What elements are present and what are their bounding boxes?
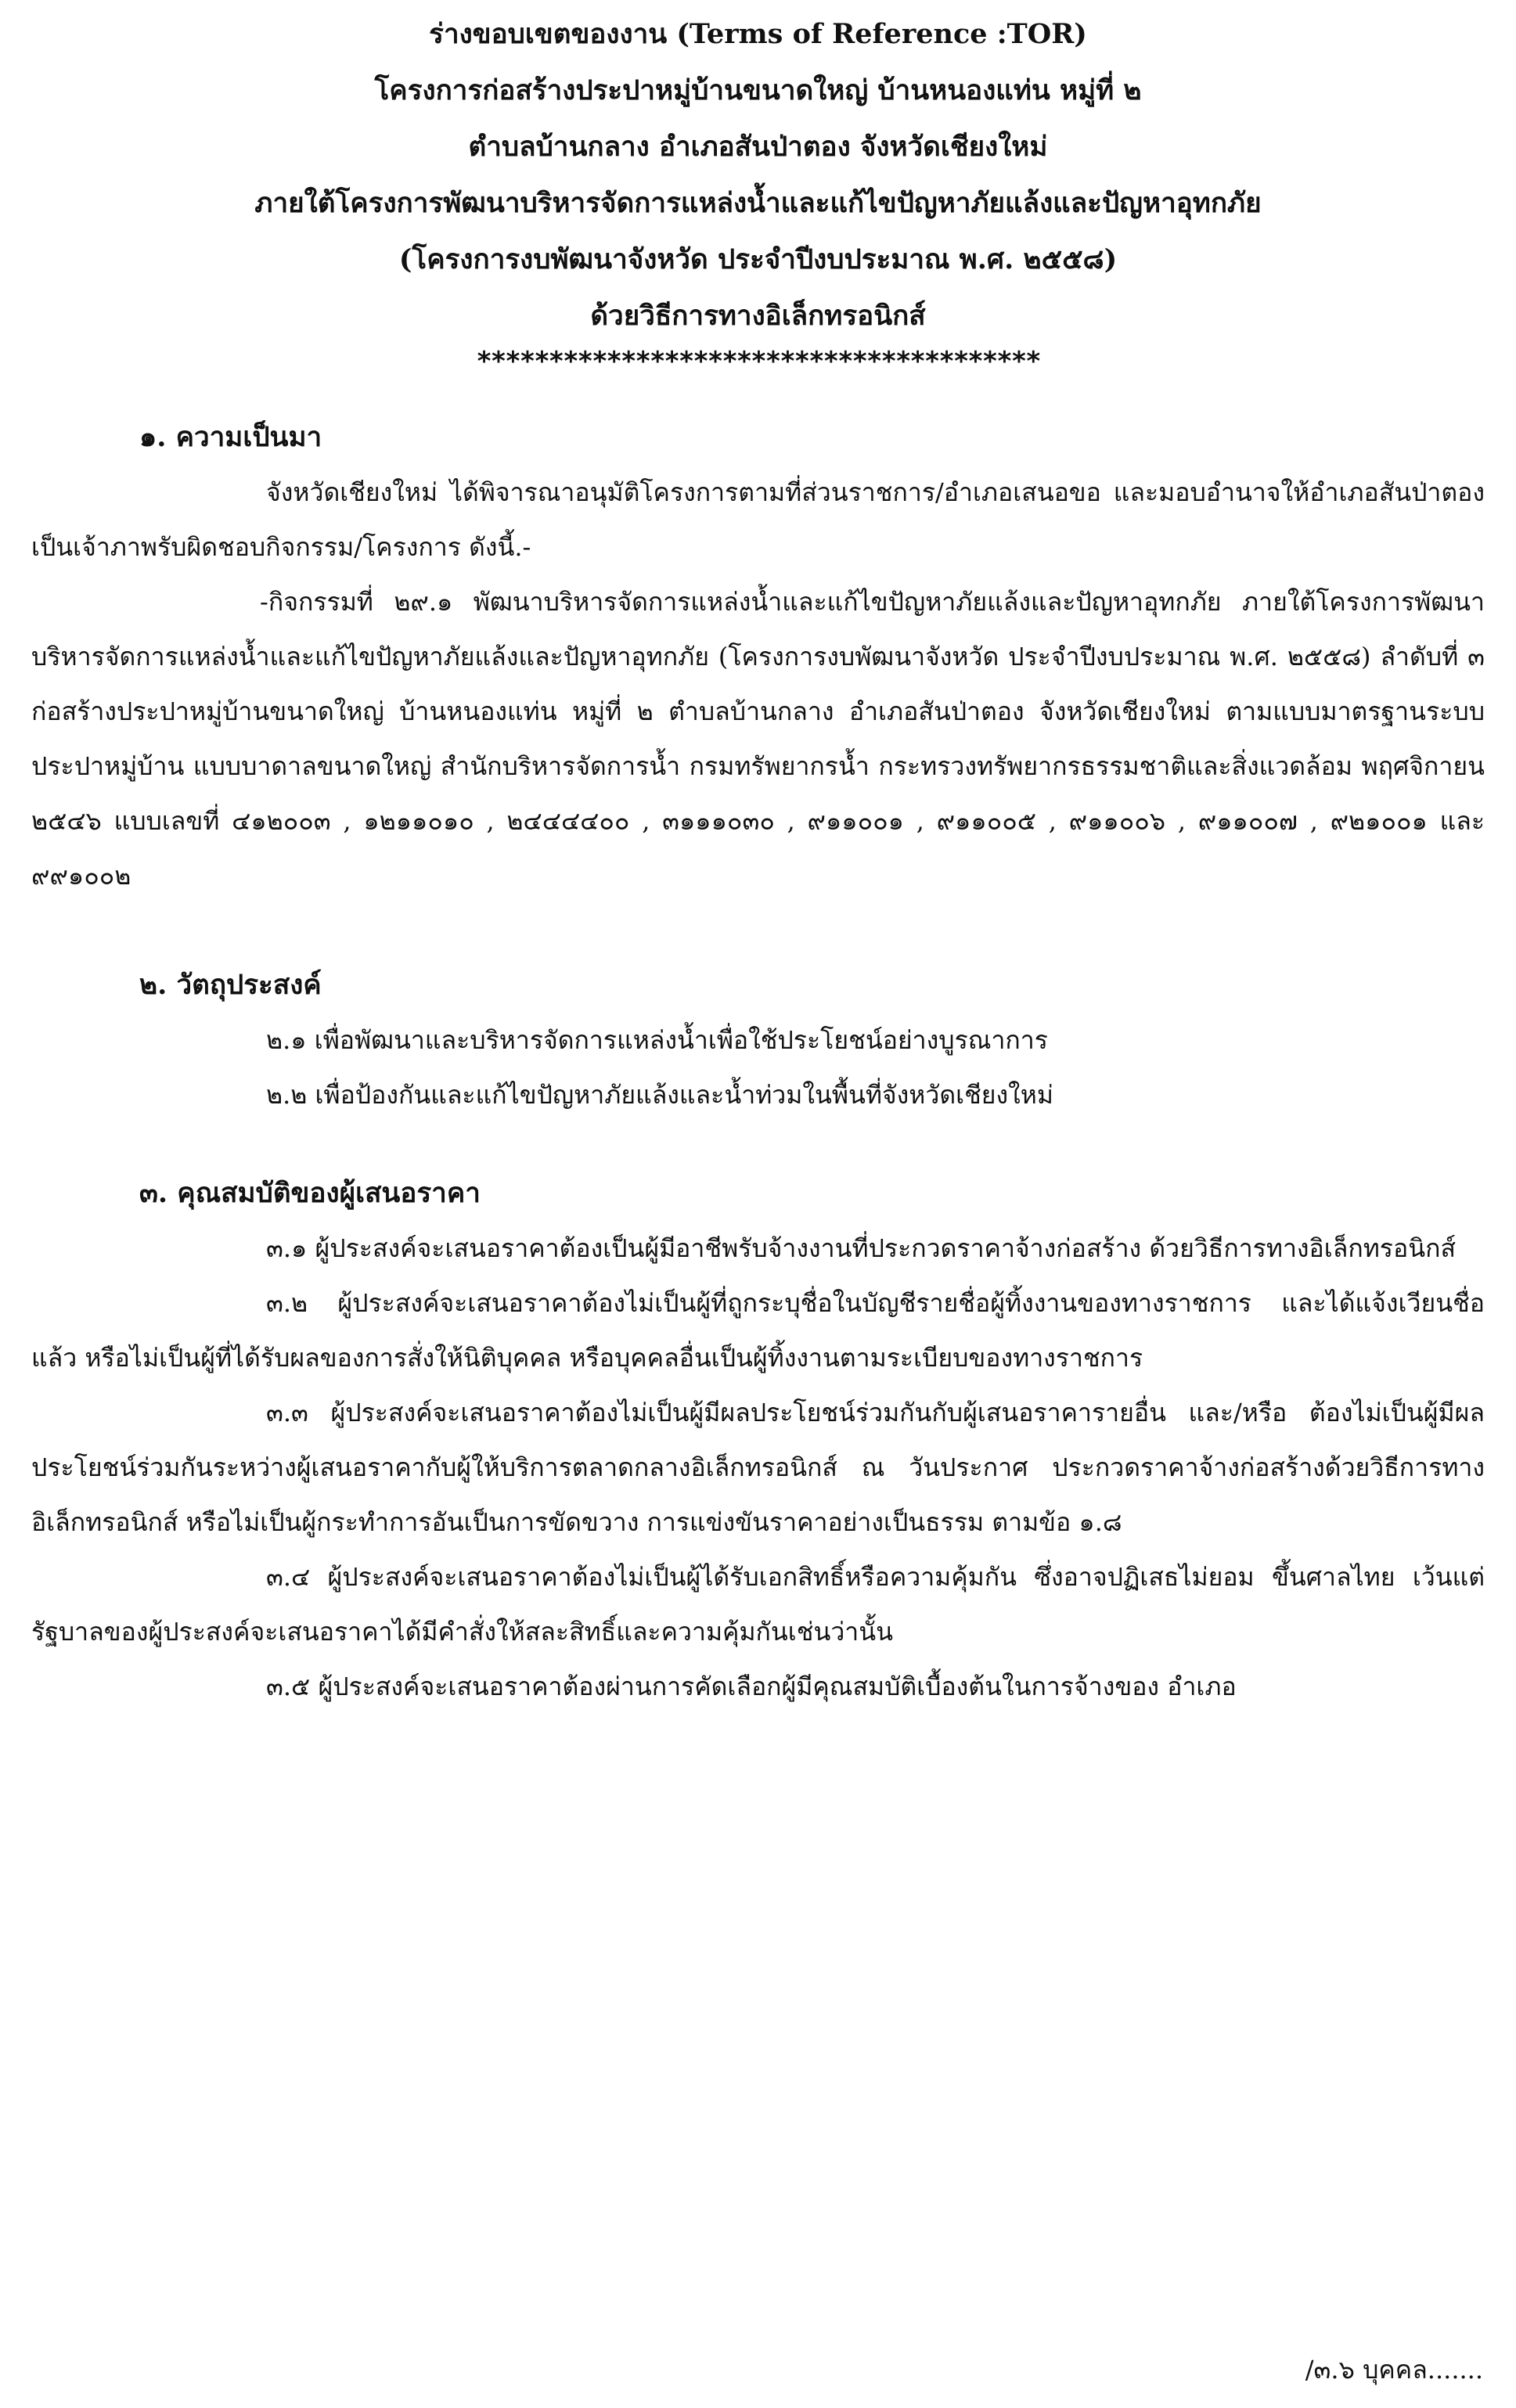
budget-source: (โครงการงบพัฒนาจังหวัด ประจำปีงบประมาณ พ.ศ. ๒๕๕๘) xyxy=(398,243,1118,275)
section-background xyxy=(31,410,1485,903)
section-1-paragraph-2: -กิจกรรมที่ ๒๙.๑ พัฒนาบริหารจัดการแหล่งน้ำและแก้ไขปัญหาภัยแล้งและปัญหาอุทกภัย ภายใต้โครงการพัฒนาบริหารจัดการแหล่งน้ำและแก้ไขปัญหาภัยแล้งและปัญหาอุทกภัย (โครงการงบพัฒนาจังหวัด ประจำปีงบประมาณ พ.ศ. ๒๕๕๘) ลำดับที่ ๓ ก่อสร้างประปาหมู่บ้านขนาดใหญ่ บ้านหนองแท่น หมู่ที่ ๒ ตำบลบ้านกลาง อำเภอสันป่าตอง จังหวัดเชียงใหม่ ตามแบบมาตรฐานระบบประปาหมู่บ้าน แบบบาดาลขนาดใหญ่ สำนักบริหารจัดการน้ำ กรมทรัพยากรน้ำ กระทรวงทรัพยากรธรรมชาติและสิ่งแวดล้อม พฤศจิกายน ๒๕๔๖ แบบเลขที่ ๔๑๒๐๐๓ , ๑๒๑๑๐๑๐ , ๒๔๔๔๔๐๐ , ๓๑๑๑๐๓๐ , ๙๑๑๐๐๑ , ๙๑๑๐๐๕ , ๙๑๑๐๐๖ , ๙๑๑๐๐๗ , ๙๒๑๐๐๑ และ ๙๙๑๐๐๒ xyxy=(31,587,1485,891)
qualification-3-1: ๓.๑ ผู้ประสงค์จะเสนอราคาต้องเป็นผู้มีอาชีพรับจ้างงานที่ประกวดราคาจ้างก่อสร้าง ด้วยวิธีการทางอิเล็กทรอนิกส์ xyxy=(266,1233,1456,1263)
objective-2-1: ๒.๑ เพื่อพัฒนาและบริหารจัดการแหล่งน้ำเพื่อใช้ประโยชน์อย่างบูรณาการ xyxy=(266,1025,1048,1055)
qualification-3-2: ๓.๒ ผู้ประสงค์จะเสนอราคาต้องไม่เป็นผู้ที่ถูกระบุชื่อในบัญชีรายชื่อผู้ทิ้งงานของทางราชการ และได้แจ้งเวียนชื่อแล้ว หรือไม่เป็นผู้ที่ได้รับผลของการสั่งให้นิติบุคคล หรือบุคคลอื่นเป็นผู้ทิ้งงานตามระเบียบของทางราชการ xyxy=(31,1288,1485,1373)
procurement-method: ด้วยวิธีการทางอิเล็กทรอนิกส์ xyxy=(590,300,926,332)
section-objectives xyxy=(31,958,1485,1122)
objective-2-2: ๒.๒ เพื่อป้องกันและแก้ไขปัญหาภัยแล้งและน้ำท่วมในพื้นที่จังหวัดเชียงใหม่ xyxy=(266,1080,1053,1110)
qualification-3-3: ๓.๓ ผู้ประสงค์จะเสนอราคาต้องไม่เป็นผู้มีผลประโยชน์ร่วมกันกับผู้เสนอราคารายอื่น และ/หรือ ต้องไม่เป็นผู้มีผลประโยชน์ร่วมกันระหว่างผู้เสนอราคากับผู้ให้บริการตลาดกลางอิเล็กทรอนิกส์ ณ วันประกาศ ประกวดราคาจ้างก่อสร้างด้วยวิธีการทางอิเล็กทรอนิกส์ หรือไม่เป็นผู้กระทำการอันเป็นการขัดขวาง การแข่งขันราคาอย่างเป็นธรรม ตามข้อ ๑.๘ xyxy=(31,1398,1485,1537)
continuation-marker: /๓.๖ บุคคล....... xyxy=(1305,2355,1483,2385)
project-title: โครงการก่อสร้างประปาหมู่บ้านขนาดใหญ่ บ้านหนองแท่น หมู่ที่ ๒ xyxy=(374,74,1142,106)
section-2-heading: ๒. วัตถุประสงค์ xyxy=(139,969,322,1001)
section-3-heading: ๓. คุณสมบัติของผู้เสนอราคา xyxy=(139,1177,481,1209)
qualification-3-5: ๓.๕ ผู้ประสงค์จะเสนอราคาต้องผ่านการคัดเลือกผู้มีคุณสมบัติเบื้องต้นในการจ้างของ อำเภอ xyxy=(266,1672,1237,1701)
section-1-heading: ๑. ความเป็นมา xyxy=(139,421,322,453)
qualification-3-4: ๓.๔ ผู้ประสงค์จะเสนอราคาต้องไม่เป็นผู้ได้รับเอกสิทธิ์หรือความคุ้มกัน ซึ่งอาจปฏิเสธไม่ยอม ขึ้นศาลไทย เว้นแต่รัฐบาลของผู้ประสงค์จะเสนอราคาได้มีคำสั่งให้สละสิทธิ์และความคุ้มกันเช่นว่านั้น xyxy=(31,1562,1485,1647)
document-header xyxy=(31,6,1485,344)
separator-stars: *************************************** xyxy=(476,346,1040,377)
project-location: ตำบลบ้านกลาง อำเภอสันป่าตอง จังหวัดเชียงใหม่ xyxy=(468,131,1048,163)
section-1-paragraph-1: จังหวัดเชียงใหม่ ได้พิจารณาอนุมัติโครงการตามที่ส่วนราชการ/อำเภอเสนอขอ และมอบอำนาจให้อำเภอสันป่าตองเป็นเจ้าภาพรับผิดชอบกิจกรรม/โครงการ ดังนี้.- xyxy=(31,477,1485,562)
tor-title: ร่างขอบเขตของงาน (Terms of Reference :TOR) xyxy=(429,18,1087,50)
section-qualifications xyxy=(31,1166,1485,1714)
parent-program: ภายใต้โครงการพัฒนาบริหารจัดการแหล่งน้ำและแก้ไขปัญหาภัยแล้งและปัญหาอุทกภัย xyxy=(254,187,1262,219)
